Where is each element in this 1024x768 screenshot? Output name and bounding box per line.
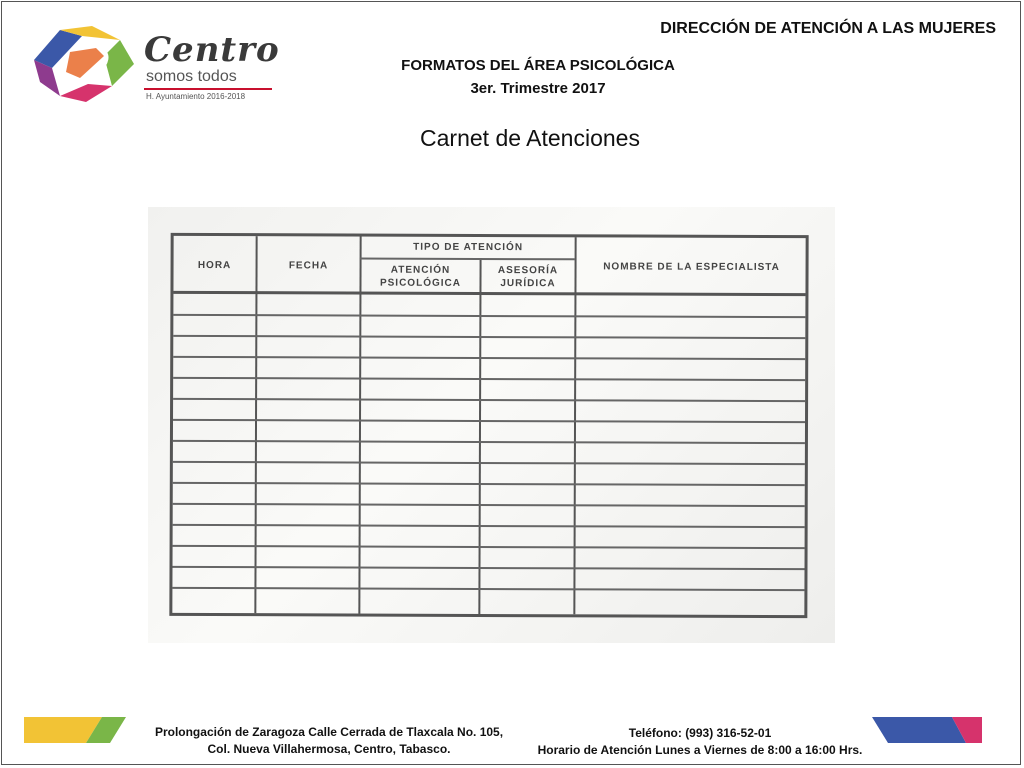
row-line xyxy=(173,356,805,360)
footer-phone: Teléfono: (993) 316-52-01 xyxy=(628,726,772,740)
logo-slogan: somos todos xyxy=(146,68,237,85)
form-photo xyxy=(148,207,835,643)
centro-logo xyxy=(30,22,280,106)
row-line xyxy=(173,566,805,570)
row-line xyxy=(172,587,804,591)
header-divider xyxy=(173,291,805,296)
column-divider xyxy=(478,258,481,614)
centro-logo-mark xyxy=(30,22,140,106)
group-header-tipo: TIPO DE ATENCIÓN xyxy=(413,241,524,254)
document-period: 3er. Trimestre 2017 xyxy=(470,80,606,97)
logo-rule xyxy=(144,88,272,90)
attention-form-table xyxy=(169,233,808,618)
row-line xyxy=(173,314,805,318)
column-header-psicologica-line2: PSICOLÓGICA xyxy=(379,277,462,289)
footer-address-line2: Col. Nueva Villahermosa, Centro, Tabasco. xyxy=(207,742,451,756)
row-line xyxy=(173,398,805,402)
row-line xyxy=(173,377,805,381)
column-header-psicologica-line1: ATENCIÓN xyxy=(390,264,451,276)
column-header-hora: HORA xyxy=(197,259,232,272)
footer-hours: Horario de Atención Lunes a Viernes de 8:00 a 16:00 Hrs. xyxy=(537,743,863,757)
header-subdivider xyxy=(360,258,575,261)
row-line xyxy=(173,545,805,549)
page-title: Carnet de Atenciones xyxy=(420,125,640,151)
column-header-juridica-line1: ASESORÍA xyxy=(497,265,559,277)
column-header-fecha: FECHA xyxy=(288,260,329,272)
row-line xyxy=(173,419,805,423)
column-header-juridica-line2: JURÍDICA xyxy=(500,278,556,290)
logo-wordmark: Centro xyxy=(144,30,280,70)
row-line xyxy=(173,503,805,507)
footer-stripe-right xyxy=(872,717,982,743)
row-line xyxy=(173,524,805,528)
document-subtitle: FORMATOS DEL ÁREA PSICOLÓGICA xyxy=(401,57,675,74)
department-heading: DIRECCIÓN DE ATENCIÓN A LAS MUJERES xyxy=(660,20,996,37)
column-header-especialista: NOMBRE DE LA ESPECIALISTA xyxy=(603,261,780,274)
row-line xyxy=(173,440,805,444)
row-line xyxy=(173,461,805,465)
row-line xyxy=(173,335,805,339)
footer-stripe-left xyxy=(24,717,126,743)
row-line xyxy=(173,482,805,486)
footer-address-line1: Prolongación de Zaragoza Calle Cerrada de Tlaxcala No. 105, xyxy=(154,725,504,739)
logo-tagline: H. Ayuntamiento 2016-2018 xyxy=(146,92,246,101)
